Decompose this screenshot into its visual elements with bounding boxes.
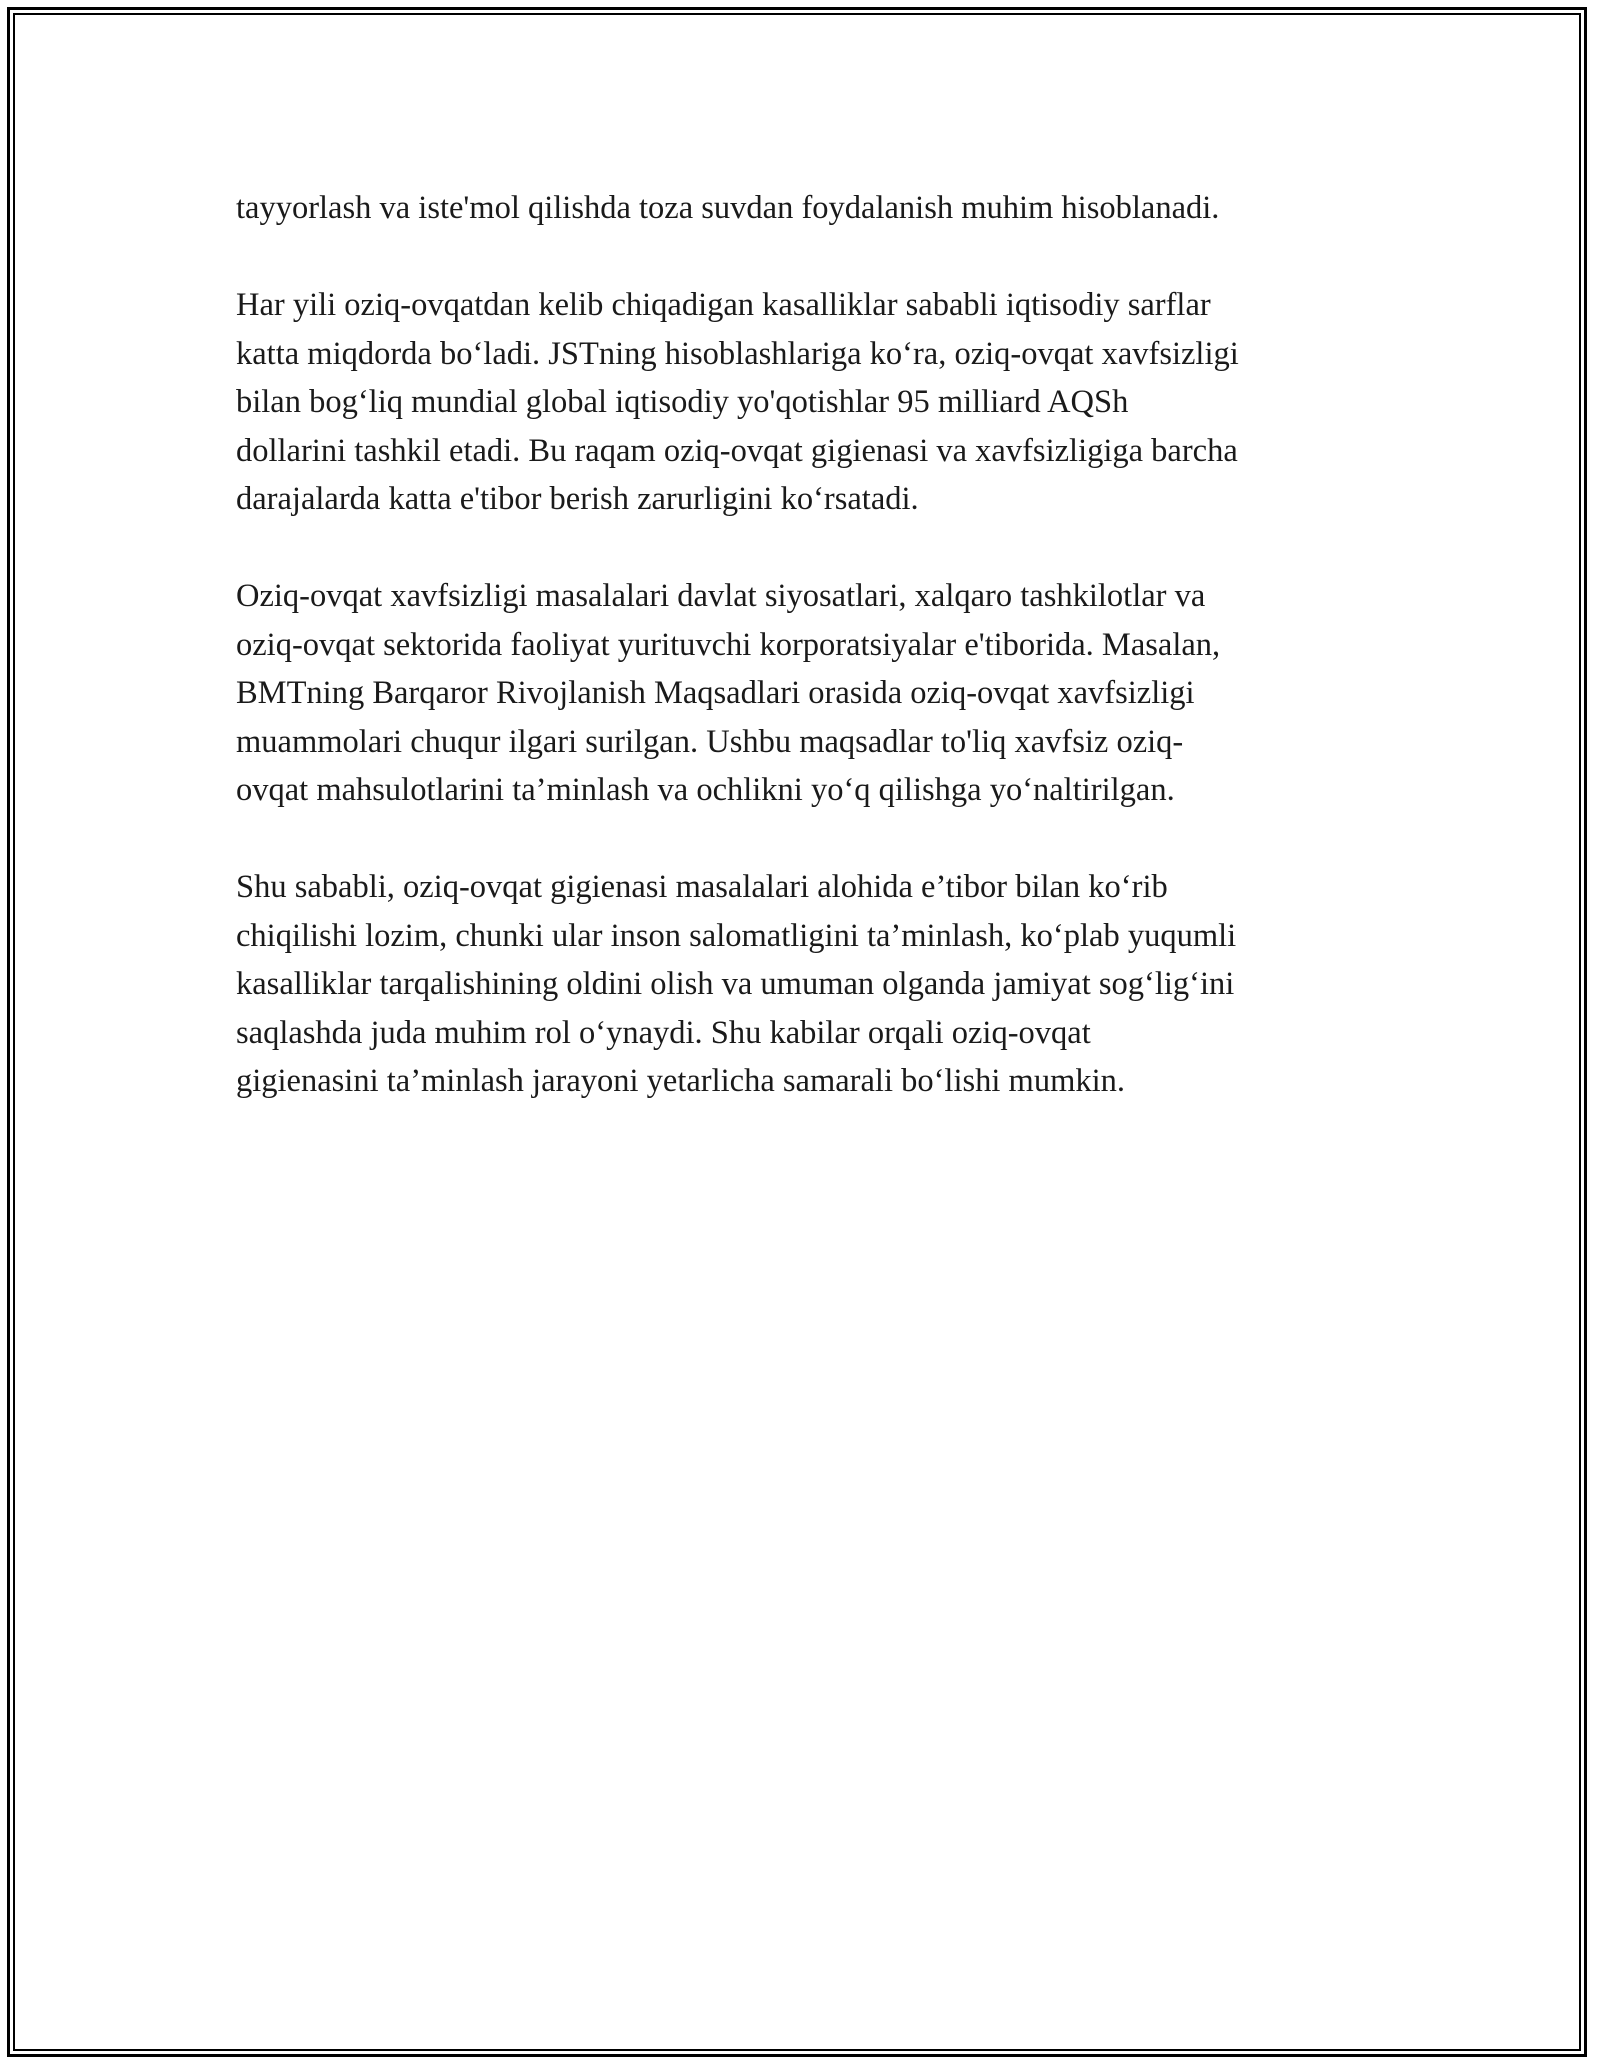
paragraph-4	[236, 863, 1386, 1106]
text-line: BMTning Barqaror Rivojlanish Maqsadlari orasida oziq-ovqat xavfsizligi	[236, 675, 1195, 711]
paragraph-1	[236, 184, 1386, 233]
text-line: Har yili oziq-ovqatdan kelib chiqadigan kasalliklar sababli iqtisodiy sarflar	[236, 287, 1211, 323]
text-line: kasalliklar tarqalishining oldini olish va umuman olganda jamiyat sog‘lig‘ini	[236, 966, 1235, 1002]
text-line: oziq-ovqat sektorida faoliyat yurituvchi korporatsiyalar e'tiborida. Masalan,	[236, 626, 1221, 663]
text-line: Oziq-ovqat xavfsizligi masalalari davlat siyosatlari, xalqaro tashkilotlar va	[236, 578, 1206, 614]
text-line: gigienasini ta’minlash jarayoni yetarlicha samarali bo‘lishi mumkin.	[236, 1063, 1126, 1099]
document-body	[236, 184, 1386, 1154]
text-line: muammolari chuqur ilgari surilgan. Ushbu maqsadlar to'liq xavfsiz oziq-	[236, 723, 1184, 760]
paragraph-3	[236, 572, 1386, 815]
text-line: chiqilishi lozim, chunki ular inson salomatligini ta’minlash, ko‘plab yuqumli	[236, 917, 1237, 954]
text-line: darajalarda katta e'tibor berish zarurligini ko‘rsatadi.	[236, 481, 919, 517]
paragraph-2	[236, 281, 1386, 524]
text-line: bilan bog‘liq mundial global iqtisodiy yo'qotishlar 95 milliard AQSh	[236, 384, 1129, 420]
text-line: saqlashda juda muhim rol o‘ynaydi. Shu kabilar orqali oziq-ovqat	[236, 1014, 1091, 1051]
text-line: tayyorlash va iste'mol qilishda toza suvdan foydalanish muhim hisoblanadi.	[236, 190, 1220, 226]
text-line: ovqat mahsulotlarini ta’minlash va ochlikni yo‘q qilishga yo‘naltirilgan.	[236, 772, 1175, 808]
text-line: katta miqdorda bo‘ladi. JSTning hisoblashlariga ko‘ra, oziq-ovqat xavfsizligi	[236, 335, 1239, 372]
text-line: Shu sababli, oziq-ovqat gigienasi masalalari alohida e’tibor bilan ko‘rib	[236, 869, 1168, 905]
text-line: dollarini tashkil etadi. Bu raqam oziq-ovqat gigienasi va xavfsizligiga barcha	[236, 432, 1238, 469]
